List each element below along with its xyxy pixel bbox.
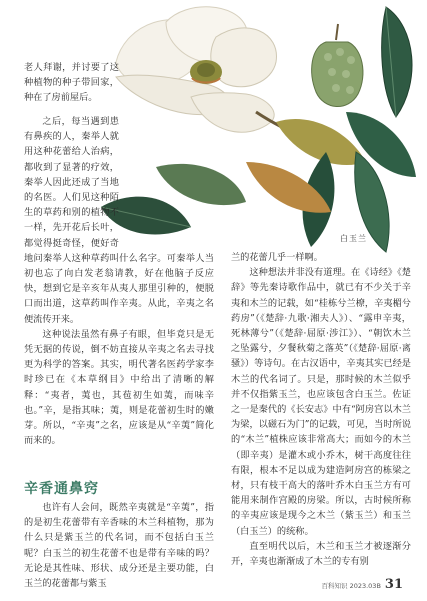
magnolia-fruit-cone-icon bbox=[312, 24, 363, 107]
intro-column-2 bbox=[24, 114, 214, 448]
figure-caption: 白玉兰 bbox=[340, 234, 367, 243]
intro-narrow-column bbox=[24, 60, 119, 106]
magazine-issue: 百科知识 2023.03B bbox=[321, 582, 381, 590]
section-body bbox=[24, 500, 214, 591]
page-footer bbox=[322, 577, 404, 592]
right-paragraph-continued: 兰的花蕾几乎一样啊。 bbox=[231, 252, 323, 263]
section-paragraph: 也许有人会问，既然辛夷就是“辛荑”，指的是初生花蕾带有辛香味的木兰科植物，那为什么只是紫玉兰的代名词，而不包括白玉兰呢？白玉兰的初生花蕾不也是带有辛味的吗？无论是其性味、形状、成分还是主要功能，白玉兰的花蕾都与紫玉 bbox=[24, 502, 214, 590]
right-column bbox=[231, 250, 411, 569]
right-paragraph-3: 直至明代以后，木兰和玉兰才被逐渐分开，辛夷也渐渐成了木兰的专有别 bbox=[231, 540, 411, 568]
paragraph-2: 之后，每当遇到患有鼻疾的人，秦举人就用这种花蕾给人治病，都收到了显著的疗效，秦举人因此还成了当地的名医。人们见这种陌生的草药和别的植物不一样，先开花后长叶，都觉得挺奇怪，便好奇地问秦举人这种草药叫什么名字。可秦举人当初也忘了向白发老翁请教，好在他脑子反应快，想到它是辛亥年从夷人那里引种的，便脱口而出道，这草药叫作辛夷。从此，辛夷之名便流传开来。 bbox=[24, 116, 214, 325]
page-number: 31 bbox=[384, 577, 403, 592]
paragraph-1: 老人拜谢，并讨要了这种植物的种子带回家，种在了房前屋后。 bbox=[24, 62, 119, 104]
section-title: 辛香通鼻窍 bbox=[24, 481, 99, 497]
art-wrap-spacer bbox=[119, 114, 214, 236]
paragraph-3: 这种说法虽然有鼻子有眼，但毕竟只是无凭无据的传说，倒不妨直接从辛夷之名去寻找更为科学的答案。其实，明代著名医药学家李时珍已在《本草纲目》中给出了清晰的解释：“夷者，荑也，其苞初生如荑，而味辛也。”辛，是指其味；荑，则是花蕾初生时的嫩芽。所以，“辛夷”之名，应该是从“辛荑”简化而来的。 bbox=[24, 328, 214, 447]
right-paragraph-2: 这种想法并非没有道理。在《诗经》《楚辞》等先秦诗歌作品中，就已有不少关于辛夷和木兰的记载，如“桂栋兮兰橑，辛夷楣兮药房”（《楚辞·九歌·湘夫人》）、“露申辛夷，死林薄兮”（《楚辞·屈原·涉江》）、“朝饮木兰之坠露兮，夕餐秋菊之落英”（《楚辞·屈原·离骚》）等诗句。在古汉语中，辛夷其实已经是木兰的代名词了。只是，那时候的木兰似乎并不仅指紫玉兰，也应该包含白玉兰。佐证之一是秦代的《长安志》中有“阿房宫以木兰为梁，以磁石为门”的记载，可见，当时所说的“木兰”植株应该非常高大；而如今的木兰（即辛夷）是灌木或小乔木，树干高度往往有限，根本不足以成为建造阿房宫的栋梁之材，只有枝干高大的落叶乔木白玉兰方有可能用来制作宫殿的房梁。所以，古时候所称的辛夷应该是现今之木兰（紫玉兰）和玉兰（白玉兰）的统称。 bbox=[231, 267, 411, 537]
